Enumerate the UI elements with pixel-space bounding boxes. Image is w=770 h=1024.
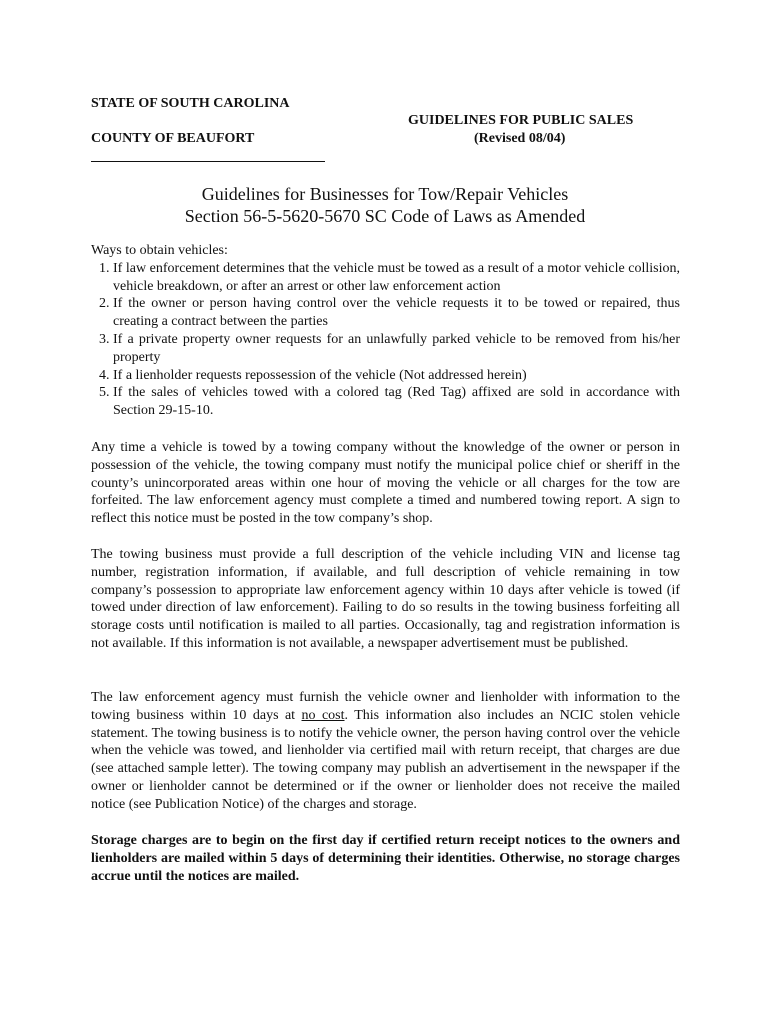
list-item: 5. If the sales of vehicles towed with a colored tag (Red Tag) affixed are sold in accordance with Section 29-15-10. <box>113 384 680 420</box>
no-cost-underlined: no cost <box>301 707 345 723</box>
revised-date: (Revised 08/04) <box>474 131 566 146</box>
ways-section <box>91 242 680 420</box>
paragraph-storage-charges: Storage charges are to begin on the first day if certified return receipt notices to the owners and lienholders are mailed within 5 days of determining their identities. Otherwise, no storage charges accrue until the notices are mailed. <box>91 833 680 884</box>
guidelines-heading: GUIDELINES FOR PUBLIC SALES <box>408 113 634 128</box>
paragraph-text: . This information also includes an NCIC stolen vehicle statement. The towing business is to notify the vehicle owner, the person having control over the vehicle when the vehicle was towed, and lienholder via certified mail with return receipt, that charges are due (see attached sample letter). The towing company may publish an advertisement in the newspaper if the owner or lienholder cannot be determined or if the owner or lienholder does not receive the mailed notice (see Publication Notice) of the charges and storage. <box>91 707 680 812</box>
county-heading: COUNTY OF BEAUFORT <box>91 131 255 146</box>
paragraph-vehicle-description: The towing business must provide a full description of the vehicle including VIN and license tag number, registration information, if available, and full description of vehicle remaining in tow company’s possession to appropriate law enforcement agency within 10 days after vehicle is towed (if towed under direction of law enforcement). Failing to do so results in the towing business forfeiting all storage costs until notification is mailed to all parties. Occasionally, tag and registration information is not available. If this information is not available, a newspaper advertisement must be published. <box>91 547 680 651</box>
paragraph-tow-notification: Any time a vehicle is towed by a towing company without the knowledge of the owner or person in possession of the vehicle, the towing company must notify the municipal police chief or sheriff in the county’s unincorporated areas within one hour of moving the vehicle or all charges for the tow are forfeited. The law enforcement agency must complete a timed and numbered towing report. A sign to reflect this notice must be posted in the tow company’s shop. <box>91 440 680 527</box>
list-item: 3. If a private property owner requests for an unlawfully parked vehicle to be removed from his/her property <box>113 331 680 367</box>
list-item: 1. If law enforcement determines that the vehicle must be towed as a result of a motor vehicle collision, vehicle breakdown, or after an arrest or other law enforcement action <box>113 260 680 296</box>
state-heading: STATE OF SOUTH CAROLINA <box>91 96 290 111</box>
list-item: 2. If the owner or person having control over the vehicle requests it to be towed or repaired, thus creating a contract between the parties <box>113 295 680 331</box>
paragraph-text: The law enforcement agency must furnish the vehicle owner and lienholder with information to the towing business within 10 days at <box>91 690 680 723</box>
ways-list <box>91 260 680 420</box>
list-item: 4. If a lienholder requests repossession of the vehicle (Not addressed herein) <box>113 367 680 385</box>
signature-line <box>91 161 325 162</box>
paragraph-owner-notice <box>91 689 680 814</box>
ways-heading: Ways to obtain vehicles: <box>91 243 228 258</box>
document-subtitle: Section 56-5-5620-5670 SC Code of Laws as Amended <box>184 206 586 226</box>
document-title: Guidelines for Businesses for Tow/Repair Vehicles <box>201 184 569 204</box>
